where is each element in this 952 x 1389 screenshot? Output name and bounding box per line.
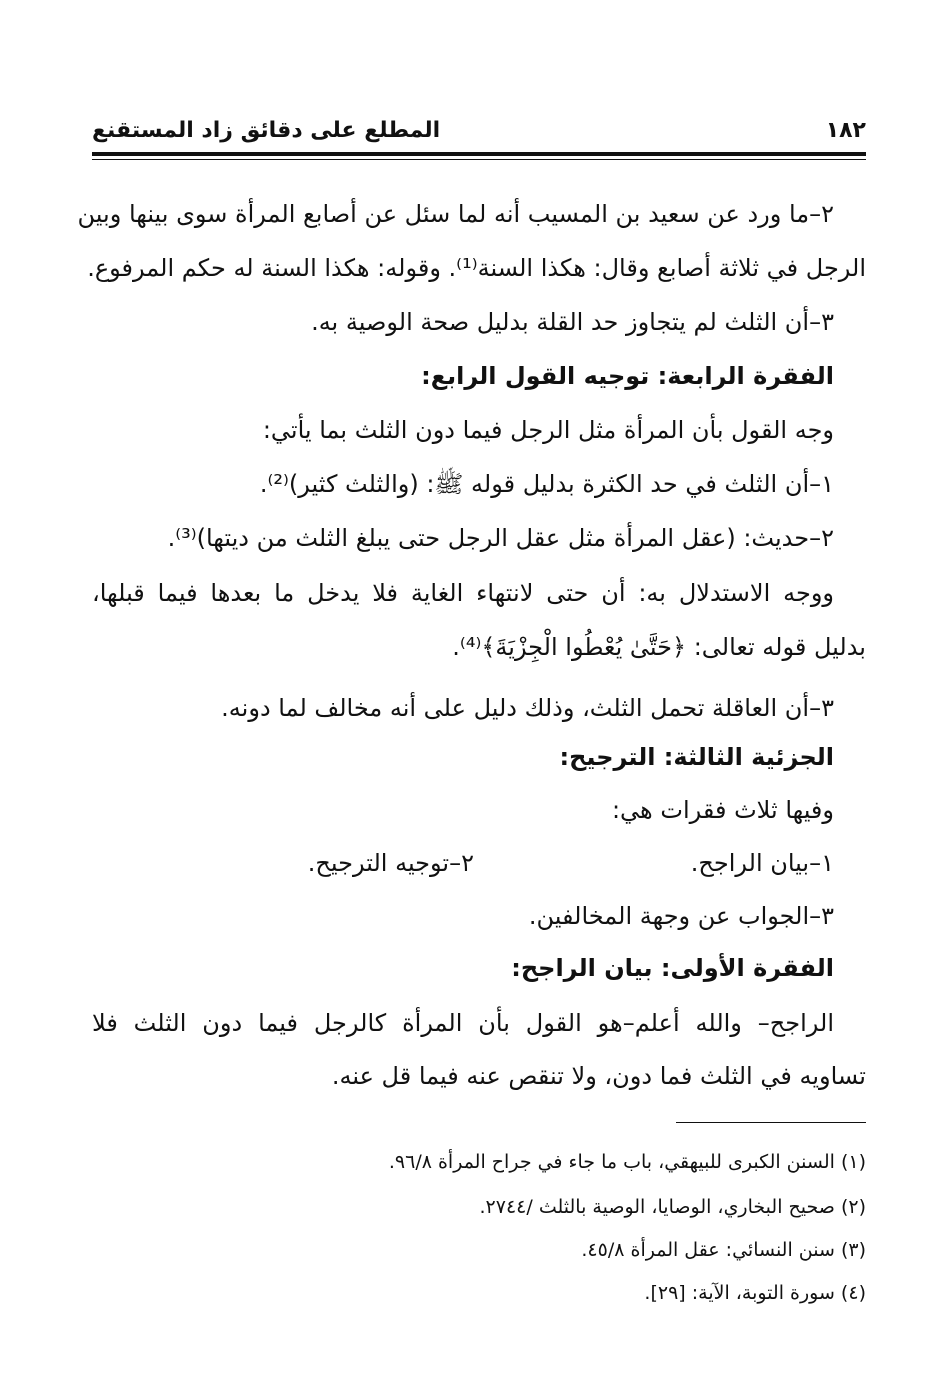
- body-line: ووجه الاستدلال به: أن حتى لانتهاء الغاية فلا يدخل ما بعدها فيما قبلها،: [92, 579, 834, 607]
- body-line: وجه القول بأن المرأة مثل الرجل فيما دون الثلث بما يأتي:: [262, 416, 834, 444]
- body-line: ٣–أن العاقلة تحمل الثلث، وذلك دليل على أنه مخالف لما دونه.: [221, 694, 834, 722]
- book-title: المطلع على دقائق زاد المستقنع: [92, 118, 441, 143]
- footnote-separator: [676, 1122, 866, 1123]
- footnote: (٢) صحيح البخاري، الوصايا، الوصية بالثلث /٢٧٤٤.: [479, 1196, 866, 1218]
- body-line: الراجح– والله أعلم–هو القول بأن المرأة كالرجل فيما دون الثلث فلا: [92, 1009, 834, 1037]
- footnote: (٤) سورة التوبة، الآية: [٢٩].: [644, 1282, 866, 1304]
- list-item: ١–بيان الراجح.: [690, 849, 834, 877]
- body-line: وفيها ثلاث فقرات هي:: [611, 796, 834, 824]
- body-line: ٣–أن الثلث لم يتجاوز حد القلة بدليل صحة الوصية به.: [311, 308, 834, 336]
- body-line: ٢–ما ورد عن سعيد بن المسيب أنه لما سئل عن أصابع المرأة سوى بينها وبين: [77, 200, 834, 228]
- body-line: الرجل في ثلاثة أصابع وقال: هكذا السنة⁽¹⁾. وقوله: هكذا السنة له حكم المرفوع.: [87, 254, 866, 282]
- list-item: ٢–توجيه الترجيح.: [307, 849, 474, 877]
- header-rule-thin: [92, 159, 866, 160]
- body-line: ١–أن الثلث في حد الكثرة بدليل قوله ﷺ: (والثلث كثير)⁽²⁾.: [259, 470, 834, 498]
- body-line: بدليل قوله تعالى: ﴿حَتَّىٰ يُعْطُوا الْجِزْيَةَ﴾⁽⁴⁾.: [452, 633, 866, 661]
- body-line: تساويه في الثلث فما دون، ولا تنقص عنه فيما قل عنه.: [331, 1062, 866, 1090]
- section-heading: الفقرة الأولى: بيان الراجح:: [511, 954, 834, 982]
- section-heading: الفقرة الرابعة: توجيه القول الرابع:: [421, 362, 834, 390]
- section-heading: الجزئية الثالثة: الترجيح:: [559, 743, 834, 771]
- header-rule-thick: [92, 152, 866, 156]
- body-line: ٢–حديث: (عقل المرأة مثل عقل الرجل حتى يبلغ الثلث من ديتها)⁽³⁾.: [167, 524, 834, 552]
- page-header: [92, 118, 866, 152]
- footnote: (٣) سنن النسائي: عقل المرأة ٤٥/٨.: [581, 1239, 866, 1261]
- footnote: (١) السنن الكبرى للبيهقي، باب ما جاء في جراح المرأة ٩٦/٨.: [388, 1151, 866, 1173]
- page-number: ١٨٢: [825, 118, 866, 143]
- body-line: ٣–الجواب عن وجهة المخالفين.: [528, 902, 834, 930]
